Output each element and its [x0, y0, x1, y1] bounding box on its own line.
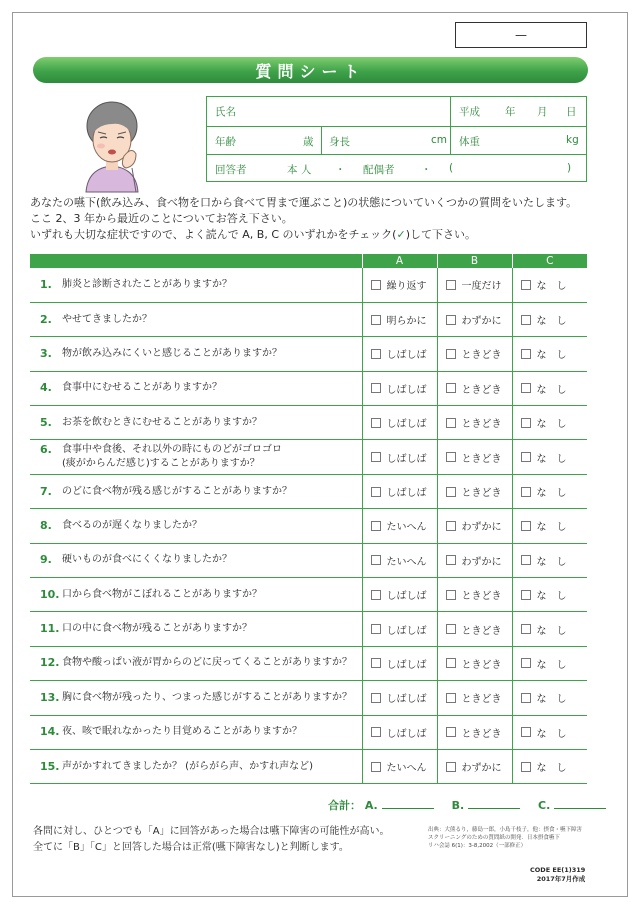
- option-b-cell: [437, 371, 512, 405]
- option-b-label: わずかに: [461, 316, 502, 328]
- option-c-cell: [512, 749, 587, 783]
- option-c-checkbox[interactable]: [521, 521, 531, 531]
- question-text-line: 食事中にむせることがありますか？: [62, 382, 222, 394]
- info-row-respondent: [207, 154, 586, 182]
- question-number: 2.: [40, 312, 52, 326]
- document-code: [530, 866, 585, 884]
- option-c-checkbox[interactable]: [521, 487, 531, 497]
- question-number: 8.: [40, 518, 52, 532]
- option-b-cell: [437, 612, 512, 646]
- date-month-label: 月: [537, 106, 548, 118]
- option-a-cell: [362, 543, 437, 577]
- page-title: 質問シート: [33, 57, 588, 83]
- age-label: 年齢: [215, 136, 236, 148]
- table-row: [30, 543, 587, 577]
- option-b-cell: [437, 646, 512, 680]
- question-text: [62, 313, 152, 327]
- date-year-label: 年: [505, 106, 516, 118]
- question-text: [62, 622, 252, 636]
- option-b-label: ときどき: [461, 488, 502, 500]
- option-a-label: しばしば: [386, 694, 427, 706]
- question-number: 3.: [40, 346, 52, 360]
- weight-label: 体重: [459, 136, 480, 148]
- option-c-label: な し: [536, 659, 567, 671]
- question-cell: [30, 612, 362, 646]
- option-c-cell: [512, 715, 587, 749]
- option-c-checkbox[interactable]: [521, 452, 531, 462]
- option-a-cell: [362, 612, 437, 646]
- question-text-line: 食事中や食後、それ以外の時にものどがゴロゴロ: [62, 444, 282, 456]
- checkmark-icon: ✓: [396, 228, 406, 241]
- option-c-label: な し: [536, 419, 567, 431]
- option-b-label: ときどき: [461, 453, 502, 465]
- option-b-cell: [437, 681, 512, 715]
- option-a-checkbox[interactable]: [371, 487, 381, 497]
- option-a-checkbox[interactable]: [371, 349, 381, 359]
- option-c-checkbox[interactable]: [521, 383, 531, 393]
- option-a-label: しばしば: [386, 350, 427, 362]
- option-b-cell: [437, 543, 512, 577]
- option-a-label: しばしば: [386, 419, 427, 431]
- option-a-label: しばしば: [386, 728, 427, 740]
- question-cell: [30, 268, 362, 302]
- elderly-woman-illustration: [72, 94, 152, 194]
- option-c-checkbox[interactable]: [521, 762, 531, 772]
- option-c-label: な し: [536, 728, 567, 740]
- option-a-label: しばしば: [386, 453, 427, 465]
- table-row: [30, 371, 587, 405]
- option-c-cell: [512, 440, 587, 474]
- option-c-cell: [512, 302, 587, 336]
- option-b-label: わずかに: [461, 763, 502, 775]
- instruction-line-3: [30, 227, 590, 243]
- table-row: [30, 646, 587, 680]
- option-c-cell: [512, 681, 587, 715]
- table-row: [30, 406, 587, 440]
- respondent-paren-close: ): [567, 162, 572, 174]
- table-row: [30, 474, 587, 508]
- question-text: [62, 278, 232, 292]
- question-cell: [30, 578, 362, 612]
- question-text-line: 声がかすれてきましたか？ (がらがら声、かすれ声など): [62, 760, 313, 772]
- option-b-label: ときどき: [461, 625, 502, 637]
- option-a-label: しばしば: [386, 384, 427, 396]
- option-c-checkbox[interactable]: [521, 349, 531, 359]
- option-c-label: な し: [536, 625, 567, 637]
- table-row: [30, 681, 587, 715]
- question-text: [62, 656, 352, 670]
- header-col-c: C: [512, 254, 587, 268]
- total-b-label: B.: [451, 799, 465, 812]
- info-divider: [321, 127, 322, 154]
- option-b-checkbox[interactable]: [446, 624, 456, 634]
- question-text: [62, 553, 232, 567]
- option-b-checkbox[interactable]: [446, 693, 456, 703]
- option-b-cell: [437, 715, 512, 749]
- option-a-cell: [362, 337, 437, 371]
- table-row: [30, 337, 587, 371]
- option-a-label: 繰り返す: [386, 281, 427, 293]
- weight-unit: kg: [566, 134, 579, 146]
- code-line-1: CODE EE(1)319: [530, 866, 586, 874]
- question-text: [62, 519, 202, 533]
- respondent-label: 回答者: [215, 164, 247, 176]
- option-b-checkbox[interactable]: [446, 658, 456, 668]
- table-row: [30, 612, 587, 646]
- question-number: 7.: [40, 484, 52, 498]
- instruction-line-1: あなたの嚥下(飲み込み、食べ物を口から食べて胃まで運ぶこと)の状態についていくつかの質問をいたします。: [30, 196, 578, 209]
- question-cell: [30, 509, 362, 543]
- option-b-cell: [437, 749, 512, 783]
- question-cell: [30, 646, 362, 680]
- option-c-label: な し: [536, 488, 567, 500]
- question-number: 15.: [40, 759, 60, 773]
- question-number: 1.: [40, 277, 52, 291]
- question-text: [62, 725, 302, 739]
- option-b-checkbox[interactable]: [446, 762, 456, 772]
- option-c-cell: [512, 371, 587, 405]
- header-col-b: B: [437, 254, 512, 268]
- instruction-line-2: ここ 2、3 年から最近のことについてお答え下さい。: [30, 212, 293, 225]
- question-text-line: 食べるのが遅くなりましたか？: [62, 519, 202, 531]
- source-line-3: リハ会誌 6(1)：3-8,2002（一部修正）: [428, 843, 527, 849]
- option-a-checkbox[interactable]: [371, 727, 381, 737]
- personal-info-form: [206, 96, 587, 182]
- option-b-label: わずかに: [461, 522, 502, 534]
- question-number: 9.: [40, 553, 52, 567]
- question-text: [62, 760, 313, 774]
- question-text-line: 胸に食べ物が残ったり、つまった感じがすることがありますか？: [62, 691, 352, 703]
- option-a-label: しばしば: [386, 591, 427, 603]
- option-c-label: な し: [536, 281, 567, 293]
- option-c-checkbox[interactable]: [521, 315, 531, 325]
- question-number: 14.: [40, 725, 60, 739]
- respondent-self: 本 人: [287, 164, 312, 176]
- option-c-cell: [512, 543, 587, 577]
- option-b-checkbox[interactable]: [446, 349, 456, 359]
- option-a-checkbox[interactable]: [371, 383, 381, 393]
- instruction-text-end: )して下さい。: [405, 228, 476, 241]
- option-a-label: 明らかに: [386, 316, 427, 328]
- option-b-checkbox[interactable]: [446, 452, 456, 462]
- option-c-label: な し: [536, 556, 567, 568]
- option-b-checkbox[interactable]: [446, 521, 456, 531]
- height-label: 身長: [329, 136, 350, 148]
- question-text: [62, 347, 282, 361]
- question-number: 11.: [40, 622, 60, 636]
- option-b-cell: [437, 440, 512, 474]
- id-box: —: [455, 22, 587, 48]
- option-b-label: ときどき: [461, 728, 502, 740]
- option-b-label: 一度だけ: [461, 281, 502, 293]
- question-text-line: 口の中に食べ物が残ることがありますか？: [62, 623, 252, 635]
- table-row: [30, 302, 587, 336]
- option-b-checkbox[interactable]: [446, 555, 456, 565]
- question-cell: [30, 681, 362, 715]
- table-row: [30, 268, 587, 302]
- question-number: 6.: [40, 443, 52, 457]
- info-row-body: [207, 126, 586, 154]
- total-c-field[interactable]: [554, 799, 606, 809]
- total-label: 合計：: [328, 799, 361, 812]
- total-b-field[interactable]: [468, 799, 520, 809]
- option-b-label: ときどき: [461, 694, 502, 706]
- question-text-line: のどに食べ物が残る感じがすることがありますか？: [62, 485, 292, 497]
- option-c-checkbox[interactable]: [521, 658, 531, 668]
- question-number: 4.: [40, 381, 52, 395]
- option-a-checkbox[interactable]: [371, 452, 381, 462]
- source-line-2: スクリーニングのための質問紙の開発．日本摂食嚥下: [428, 835, 560, 841]
- question-text-line: 夜、咳で眠れなかったり目覚めることがありますか？: [62, 726, 302, 738]
- option-b-checkbox[interactable]: [446, 727, 456, 737]
- option-c-label: な し: [536, 384, 567, 396]
- option-c-checkbox[interactable]: [521, 727, 531, 737]
- option-a-checkbox[interactable]: [371, 590, 381, 600]
- option-c-cell: [512, 509, 587, 543]
- question-cell: [30, 337, 362, 371]
- table-row: [30, 749, 587, 783]
- option-c-cell: [512, 474, 587, 508]
- option-a-checkbox[interactable]: [371, 762, 381, 772]
- option-a-checkbox[interactable]: [371, 280, 381, 290]
- table-row: [30, 440, 587, 474]
- option-b-checkbox[interactable]: [446, 315, 456, 325]
- info-divider: [450, 97, 451, 126]
- option-a-cell: [362, 509, 437, 543]
- table-row: [30, 578, 587, 612]
- interpretation-note: [33, 824, 390, 856]
- question-table: [30, 254, 587, 784]
- respondent-dot: ・: [335, 164, 346, 176]
- option-b-cell: [437, 302, 512, 336]
- option-b-label: ときどき: [461, 384, 502, 396]
- option-c-cell: [512, 612, 587, 646]
- question-text-line: 肺炎と診断されたことがありますか？: [62, 278, 232, 290]
- question-text-line: お茶を飲むときにむせることがありますか？: [62, 416, 262, 428]
- question-text: [62, 443, 282, 471]
- option-a-checkbox[interactable]: [371, 315, 381, 325]
- option-a-cell: [362, 474, 437, 508]
- instruction-text: いずれも大切な症状ですので、よく読んで A, B, C のいずれかをチェック(: [30, 228, 397, 241]
- table-header: [30, 254, 587, 268]
- total-c-label: C.: [538, 799, 551, 812]
- option-c-label: な し: [536, 591, 567, 603]
- option-b-cell: [437, 578, 512, 612]
- option-a-checkbox[interactable]: [371, 658, 381, 668]
- instructions: [30, 195, 590, 243]
- question-text: [62, 588, 262, 602]
- option-b-cell: [437, 406, 512, 440]
- option-a-cell: [362, 749, 437, 783]
- question-number: 10.: [40, 587, 60, 601]
- option-a-label: たいへん: [386, 556, 427, 568]
- option-c-checkbox[interactable]: [521, 590, 531, 600]
- option-b-checkbox[interactable]: [446, 590, 456, 600]
- total-a-field[interactable]: [382, 799, 434, 809]
- option-a-checkbox[interactable]: [371, 693, 381, 703]
- option-a-checkbox[interactable]: [371, 521, 381, 531]
- option-a-label: しばしば: [386, 488, 427, 500]
- question-cell: [30, 440, 362, 474]
- option-c-checkbox[interactable]: [521, 280, 531, 290]
- option-b-cell: [437, 268, 512, 302]
- option-a-cell: [362, 646, 437, 680]
- option-a-cell: [362, 440, 437, 474]
- question-cell: [30, 406, 362, 440]
- question-number: 12.: [40, 656, 60, 670]
- option-b-cell: [437, 509, 512, 543]
- option-b-checkbox[interactable]: [446, 280, 456, 290]
- option-b-label: わずかに: [461, 556, 502, 568]
- option-a-cell: [362, 578, 437, 612]
- height-unit: cm: [431, 134, 448, 146]
- question-text-line: やせてきましたか？: [62, 313, 152, 325]
- option-c-label: な し: [536, 453, 567, 465]
- option-c-cell: [512, 578, 587, 612]
- option-a-label: たいへん: [386, 522, 427, 534]
- question-text: [62, 691, 352, 705]
- option-c-checkbox[interactable]: [521, 693, 531, 703]
- question-cell: [30, 749, 362, 783]
- option-c-label: な し: [536, 694, 567, 706]
- option-c-cell: [512, 406, 587, 440]
- option-c-checkbox[interactable]: [521, 418, 531, 428]
- option-c-cell: [512, 268, 587, 302]
- option-a-cell: [362, 302, 437, 336]
- respondent-paren-open: (: [449, 162, 454, 174]
- info-divider: [450, 127, 451, 154]
- question-text-line: 食物や酸っぱい液が胃からのどに戻ってくることがありますか？: [62, 657, 352, 669]
- question-cell: [30, 302, 362, 336]
- question-cell: [30, 474, 362, 508]
- option-b-checkbox[interactable]: [446, 383, 456, 393]
- table-row: [30, 509, 587, 543]
- question-text: [62, 416, 262, 430]
- header-col-a: A: [362, 254, 437, 268]
- option-a-checkbox[interactable]: [371, 555, 381, 565]
- name-label: 氏名: [215, 106, 236, 118]
- option-b-label: ときどき: [461, 659, 502, 671]
- question-text: [62, 485, 292, 499]
- question-text-line: 口から食べ物がこぼれることがありますか？: [62, 588, 262, 600]
- option-b-label: ときどき: [461, 350, 502, 362]
- option-b-cell: [437, 337, 512, 371]
- question-text-line: 物が飲み込みにくいと感じることがありますか？: [62, 347, 282, 359]
- total-a-label: A.: [364, 799, 378, 812]
- question-cell: [30, 543, 362, 577]
- question-list: [30, 268, 587, 784]
- question-text-line-2: (痰がからんだ感じ)することがありますか？: [62, 458, 260, 470]
- option-c-checkbox[interactable]: [521, 624, 531, 634]
- option-c-label: な し: [536, 350, 567, 362]
- total-row: [328, 797, 606, 813]
- option-c-cell: [512, 337, 587, 371]
- question-text-line: 硬いものが食べにくくなりましたか？: [62, 554, 232, 566]
- option-a-label: しばしば: [386, 625, 427, 637]
- option-a-cell: [362, 268, 437, 302]
- header-question: [30, 254, 362, 268]
- option-b-label: ときどき: [461, 591, 502, 603]
- option-c-label: な し: [536, 316, 567, 328]
- note-line-2: 全てに「B」「C」と回答した場合は正常(嚥下障害なし)と判断します。: [33, 842, 349, 853]
- option-a-label: しばしば: [386, 659, 427, 671]
- option-c-cell: [512, 646, 587, 680]
- respondent-dot-2: ・: [421, 164, 432, 176]
- option-a-checkbox[interactable]: [371, 624, 381, 634]
- option-a-checkbox[interactable]: [371, 418, 381, 428]
- respondent-spouse: 配偶者: [363, 164, 395, 176]
- source-line-1: 出典：大熊るり，藤島一郎，小島千枝子，他：摂食・嚥下障害: [428, 827, 583, 833]
- date-era-label: 平成: [459, 106, 480, 118]
- question-cell: [30, 371, 362, 405]
- option-b-checkbox[interactable]: [446, 418, 456, 428]
- option-b-cell: [437, 474, 512, 508]
- option-a-cell: [362, 371, 437, 405]
- option-b-label: ときどき: [461, 419, 502, 431]
- question-number: 5.: [40, 415, 52, 429]
- question-cell: [30, 715, 362, 749]
- option-b-checkbox[interactable]: [446, 487, 456, 497]
- table-row: [30, 715, 587, 749]
- option-a-label: たいへん: [386, 763, 427, 775]
- source-citation: [428, 826, 582, 850]
- option-a-cell: [362, 681, 437, 715]
- code-line-2: 2017年7月作成: [536, 875, 586, 883]
- date-day-label: 日: [566, 106, 577, 118]
- option-a-cell: [362, 406, 437, 440]
- option-c-checkbox[interactable]: [521, 555, 531, 565]
- question-text: [62, 381, 222, 395]
- age-unit: 歳: [303, 136, 314, 148]
- option-c-label: な し: [536, 522, 567, 534]
- option-a-cell: [362, 715, 437, 749]
- note-line-1: 各問に対し、ひとつでも「A」に回答があった場合は嚥下障害の可能性が高い。: [33, 826, 390, 837]
- option-c-label: な し: [536, 763, 567, 775]
- question-number: 13.: [40, 690, 60, 704]
